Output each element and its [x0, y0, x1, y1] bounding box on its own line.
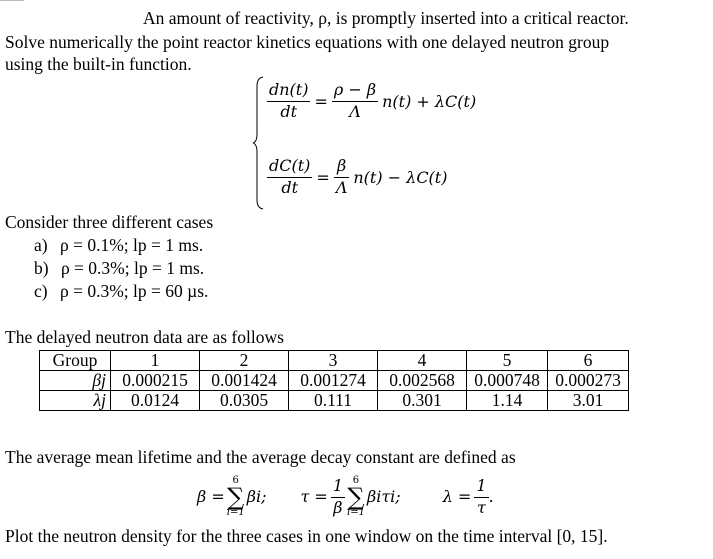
case-a [34, 235, 203, 256]
beta-term: βi; [246, 487, 267, 507]
lambda-end: . [488, 487, 494, 507]
table-cell: 0.0124 [111, 391, 200, 411]
tau-coef-num: 1 [331, 476, 345, 498]
table-cell: 1.14 [467, 391, 548, 411]
table-header-cell: 6 [548, 351, 629, 371]
cases-heading: Consider three different cases [5, 212, 214, 232]
case-c [34, 281, 208, 302]
beta-lhs: β = [197, 487, 225, 507]
table-row-label: λj [40, 391, 111, 411]
table-row-label: βj [40, 371, 111, 391]
eq2-lhs-den: dt [281, 177, 299, 197]
sum-upper: 6 [352, 474, 360, 486]
case-c-text: ρ = 0.3%; lp = 60 µs. [59, 281, 209, 301]
sigma-glyph: ∑ [227, 482, 245, 511]
table-header-cell: 1 [111, 351, 200, 371]
case-b [34, 258, 204, 279]
lambda-lhs: λ = [442, 487, 472, 507]
case-b-label: b) [34, 258, 49, 278]
intro-line-3: using the built-in function. [5, 54, 192, 74]
table-header-row [40, 351, 629, 371]
sum-lower: i=1 [226, 507, 245, 519]
eq1-lhs-den: dt [280, 101, 298, 121]
eq1-rhs-num: ρ − β [332, 80, 378, 102]
eq2-rhs-num: β [334, 156, 350, 178]
table-cell: 0.111 [289, 391, 378, 411]
left-brace [253, 76, 265, 210]
table-row [40, 371, 629, 391]
case-b-text: ρ = 0.3%; lp = 1 ms. [60, 258, 205, 278]
lambda-num: 1 [474, 476, 488, 498]
table-header-cell: 5 [467, 351, 548, 371]
lambda-den: τ [476, 497, 486, 517]
averages-text: The average mean lifetime and the average decay constant are defined as [5, 447, 516, 467]
equation-system [253, 76, 483, 210]
case-a-label: a) [34, 235, 48, 255]
sum-upper: 6 [232, 474, 239, 486]
table-cell: 0.002568 [378, 371, 467, 391]
table-cell: 0.301 [378, 391, 467, 411]
corner-mark [0, 0, 24, 7]
case-c-label: c) [34, 281, 48, 301]
sigma-glyph: ∑ [347, 482, 365, 511]
tau-coef-den: β [333, 497, 343, 517]
eq1-rhs-tail: n(t) + λC(t) [382, 91, 477, 111]
intro-line-2: Solve numerically the point reactor kinetics equations with one delayed neutron group [5, 32, 610, 52]
eq1-lhs-num: dn(t) [267, 80, 310, 102]
table-row [40, 391, 629, 411]
case-a-text: ρ = 0.1%; lp = 1 ms. [59, 235, 204, 255]
table-cell: 3.01 [548, 391, 629, 411]
delayed-neutron-table [39, 350, 629, 411]
intro-line-1: An amount of reactivity, ρ, is promptly inserted into a critical reactor. [143, 8, 629, 28]
eq2-lhs-num: dC(t) [267, 156, 312, 178]
table-cell: 0.001424 [200, 371, 289, 391]
table-cell: 0.000215 [111, 371, 200, 391]
table-intro: The delayed neutron data are as follows [5, 327, 284, 347]
table-header-cell: 2 [200, 351, 289, 371]
sum-symbol [227, 476, 245, 519]
averages-formulas [197, 473, 494, 521]
table-header-cell: Group [40, 351, 111, 371]
tau-term: βiτi; [366, 487, 401, 507]
sum-lower: i=1 [347, 507, 365, 519]
closing-text: Plot the neutron density for the three cases in one window on the time interval [0, 15]. [5, 526, 608, 546]
equation-2 [265, 156, 449, 199]
table-header-cell: 4 [378, 351, 467, 371]
eq2-rhs-tail: n(t) − λC(t) [353, 167, 448, 187]
table-cell: 0.000273 [548, 371, 629, 391]
eq2-equals: = [316, 167, 330, 187]
table-cell: 0.000748 [467, 371, 548, 391]
eq2-rhs-den: Λ [335, 177, 348, 197]
table-cell: 0.0305 [200, 391, 289, 411]
sum-symbol [347, 476, 365, 519]
table-cell: 0.001274 [289, 371, 378, 391]
tau-lhs: τ = [300, 487, 328, 507]
table-header-cell: 3 [289, 351, 378, 371]
equation-1 [265, 80, 478, 123]
eq1-rhs-den: Λ [349, 101, 361, 121]
eq1-equals: = [314, 91, 328, 111]
